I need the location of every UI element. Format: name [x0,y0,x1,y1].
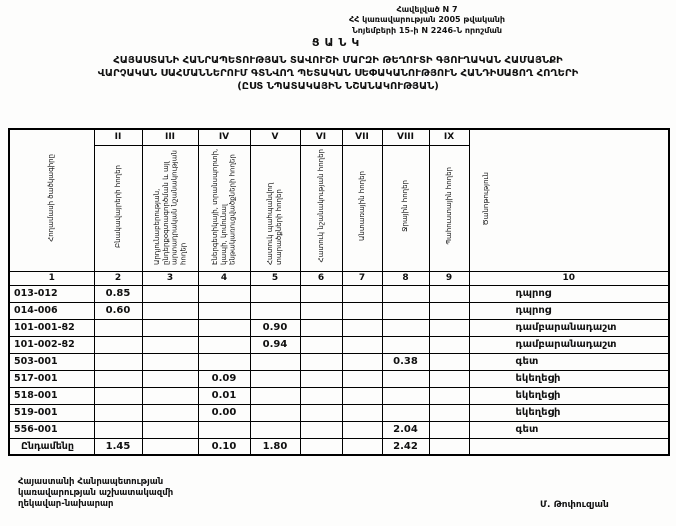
signatory-name: Մ. Թոփուզյան [540,500,609,510]
table-row [9,421,669,438]
table-row [9,404,669,421]
col-number: 4 [198,271,250,285]
cell-value [250,421,300,438]
cell-value [382,302,429,319]
cell-value [142,353,198,370]
cell-value: 2.04 [382,421,429,438]
plot-code: 518-001 [9,387,94,404]
title-line-1: ՀԱՅԱՍՏԱՆԻ ՀԱՆՐԱՊԵՏՈՒԹՅԱՆ ՏԱՎՈՒՇԻ ՄԱՐԶԻ ԹԵՂՈՒՏԻ ԳՅՈՒՂԱԿԱՆ ՀԱՄԱՅՆՔԻ [113,55,563,66]
purpose-note: գետ [469,353,669,370]
cell-value [250,353,300,370]
cell-value [342,421,382,438]
cell-value [342,336,382,353]
cell-value [342,370,382,387]
plot-code: 519-001 [9,404,94,421]
cell-value [198,302,250,319]
roman-v: V [250,129,300,145]
forest-lands-label: Անտառային հողեր [357,171,366,241]
reserve-lands-label: Պահուստային հողեր [444,167,453,245]
cell-value [342,387,382,404]
cell-value [429,421,469,438]
total-row [9,438,669,455]
cell-value [250,387,300,404]
table-row [9,370,669,387]
cell-value [250,302,300,319]
col-number: 9 [429,271,469,285]
plot-code: 503-001 [9,353,94,370]
total-label: Ընդամենը [9,438,94,455]
cell-value [300,353,342,370]
cell-value [429,387,469,404]
cell-value [300,404,342,421]
cell-value [382,319,429,336]
signature-block [18,477,173,510]
header-reserve-lands [429,145,469,271]
roman-iv: IV [198,129,250,145]
header-settlement-lands [94,145,142,271]
header-forest-lands [342,145,382,271]
cell-value [250,404,300,421]
cell-value [142,404,198,421]
cell-value [382,285,429,302]
purpose-note: եկեղեցի [469,370,669,387]
cell-value [198,421,250,438]
title-heading: ՑԱՆԿ [311,36,365,49]
cell-value [198,285,250,302]
cell-value [94,353,142,370]
cell-value: 0.38 [382,353,429,370]
cell-value [142,285,198,302]
cell-value: 0.00 [198,404,250,421]
table-row [9,387,669,404]
cell-value [429,404,469,421]
cell-value [429,370,469,387]
plot-code: 101-002-Ց2 [9,336,94,353]
cell-value [94,421,142,438]
cell-value [198,353,250,370]
roman-numeral-row [9,129,669,145]
settlement-lands-label: Բնակավայրերի հողեր [113,164,122,248]
plot-code: 517-001 [9,370,94,387]
header-plot-code [9,129,94,271]
table-row [9,319,669,336]
document-title [0,36,676,93]
header-protected-lands [250,145,300,271]
total-value: 1.45 [94,438,142,455]
purpose-note: դպրոց [469,302,669,319]
roman-vii: VII [342,129,382,145]
roman-ii: II [94,129,142,145]
cell-value [429,302,469,319]
plot-code: 014-006 [9,302,94,319]
cell-value [300,336,342,353]
cell-value [342,285,382,302]
purpose-note: դպրոց [469,285,669,302]
title-line-2: ՎԱՐՉԱԿԱՆ ՍԱՀՄԱՆՆԵՐՈՒՄ ԳՏՆՎՈՂ ՊԵՏԱԿԱՆ ՍԵՓԱԿԱՆՈՒԹՅՈՒՆ ՀԱՆԴԻՍԱՑՈՂ ՀՈՂԵՐԻ [97,68,579,79]
roman-viii: VIII [382,129,429,145]
cell-value [342,353,382,370]
header-energy-transport-lands [198,145,250,271]
col-number: 3 [142,271,198,285]
cell-value [300,387,342,404]
cell-value [300,370,342,387]
appendix-number: Հավելված N 7 [396,5,458,14]
cell-value [250,285,300,302]
cell-value [429,336,469,353]
col-number: 6 [300,271,342,285]
cell-value [94,336,142,353]
energy-transport-lands-label: Էներգետիկայի, տրանսպորտի, կապի, կոմունալ ենթակառուցվածքների հողեր [210,148,237,265]
header-industrial-lands [142,145,198,271]
cell-value [142,370,198,387]
cell-value: 0.01 [198,387,250,404]
total-value: 1.80 [250,438,300,455]
total-value [300,438,342,455]
cell-value [382,404,429,421]
cell-value [300,319,342,336]
col-number: 5 [250,271,300,285]
plot-code-label: Հողամասի ծածկագիրը [47,154,56,243]
cell-value [94,370,142,387]
header-note [469,129,669,271]
column-number-row [9,271,669,285]
appendix-decision: Նոյեմբերի 15-ի N 2246-Ն որոշման [352,25,502,35]
cell-value [198,319,250,336]
signatory-org-line-2: կառավարության աշխատակազմի [18,488,174,498]
roman-ix: IX [429,129,469,145]
plot-code: 013-012 [9,285,94,302]
total-value [429,438,469,455]
purpose-note: եկեղեցի [469,404,669,421]
cell-value [142,302,198,319]
purpose-note: գետ [469,421,669,438]
land-list-table [8,128,670,456]
col-number: 8 [382,271,429,285]
table-row [9,302,669,319]
cell-value: 0.90 [250,319,300,336]
table-row [9,336,669,353]
cell-value [382,336,429,353]
cell-value [429,353,469,370]
cell-value [94,404,142,421]
special-purpose-lands-label: Հատուկ նշանակության հողեր [316,149,325,263]
purpose-note: եկեղեցի [469,387,669,404]
cell-value: 0.09 [198,370,250,387]
water-lands-label: Ջրային հողեր [401,180,410,232]
cell-value [142,336,198,353]
cell-value [142,387,198,404]
total-value: 0.10 [198,438,250,455]
cell-value [382,370,429,387]
roman-vi: VI [300,129,342,145]
cell-value [142,319,198,336]
cell-value [342,302,382,319]
cell-value [342,404,382,421]
purpose-note: դամբարանադաշտ [469,336,669,353]
note-label: Ծանոթություն [481,171,490,225]
col-number: 7 [342,271,382,285]
header-water-lands [382,145,429,271]
protected-lands-label: Հատուկ պահպանվող տարածքների հողեր [266,182,283,265]
roman-iii: III [142,129,198,145]
col-number: 10 [469,271,669,285]
cell-value [300,302,342,319]
cell-value [94,319,142,336]
signatory-org-line-1: Հայաստանի Հանրապետության [18,477,164,487]
col-number: 2 [94,271,142,285]
total-value [342,438,382,455]
total-value [142,438,198,455]
table-row [9,285,669,302]
col-number: 1 [9,271,94,285]
cell-value [342,319,382,336]
cell-value [142,421,198,438]
total-value: 2.42 [382,438,429,455]
cell-value: 0.94 [250,336,300,353]
plot-code: 556-001 [9,421,94,438]
cell-value: 0.85 [94,285,142,302]
appendix-government: ՀՀ կառավարության 2005 թվականի [348,15,506,25]
plot-code: 101-001-Ց2 [9,319,94,336]
appendix-reference [332,5,522,36]
cell-value [250,370,300,387]
cell-value: 0.60 [94,302,142,319]
cell-value [94,387,142,404]
purpose-note: դամբարանադաշտ [469,319,669,336]
title-line-3: (ԸՍՏ ՆՊԱՏԱԿԱՅԻՆ ՆՇԱՆԱԿՈՒԹՅԱՆ) [237,81,439,92]
table-row [9,353,669,370]
cell-value [429,285,469,302]
header-special-purpose-lands [300,145,342,271]
cell-value [300,285,342,302]
cell-value [300,421,342,438]
cell-value [429,319,469,336]
cell-value [198,336,250,353]
industrial-lands-label: Արդյունաբերության, ընդերքօգտագործման և այլ արտադրական նշանակության հողեր [152,150,187,265]
signatory-title: ղեկավար-նախարար [18,499,114,509]
cell-value [382,387,429,404]
total-note [469,438,669,455]
